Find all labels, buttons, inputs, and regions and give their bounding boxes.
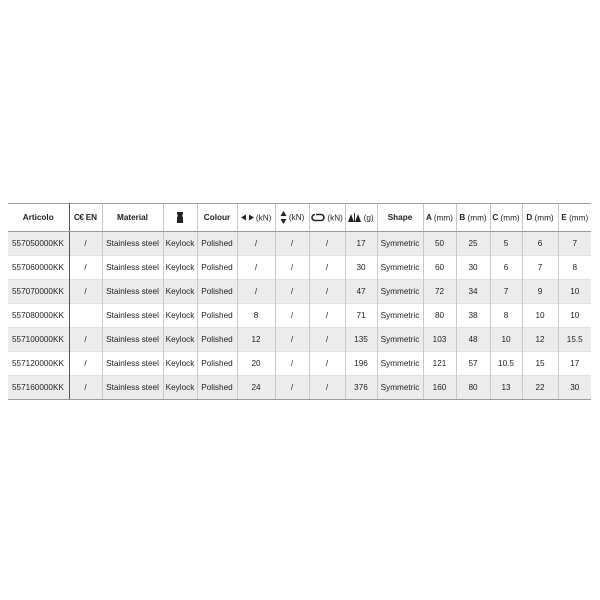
cell-colour: Polished xyxy=(197,304,237,328)
cell-gate: Keylock xyxy=(163,232,197,256)
cell-open: / xyxy=(275,376,309,400)
cell-minor: / xyxy=(309,280,345,304)
cell-a: 103 xyxy=(423,328,456,352)
cell-a: 60 xyxy=(423,256,456,280)
cell-ce: / xyxy=(69,280,102,304)
cell-colour: Polished xyxy=(197,232,237,256)
cell-a: 160 xyxy=(423,376,456,400)
table-row xyxy=(8,256,591,280)
cell-a: 50 xyxy=(423,232,456,256)
cell-shape: Symmetric xyxy=(377,232,423,256)
cell-minor: / xyxy=(309,376,345,400)
cell-open: / xyxy=(275,256,309,280)
cell-shape: Symmetric xyxy=(377,304,423,328)
open-gate-carabiner-icon xyxy=(311,213,325,222)
header-minor-axis-strength xyxy=(275,204,309,232)
cell-b: 38 xyxy=(456,304,490,328)
header-dim-a: A (mm) xyxy=(423,204,456,232)
table-row xyxy=(8,304,591,328)
cell-ce: / xyxy=(69,376,102,400)
cell-minor: / xyxy=(309,328,345,352)
cell-d: 9 xyxy=(522,280,558,304)
cell-e: 10 xyxy=(558,280,591,304)
cell-b: 34 xyxy=(456,280,490,304)
cell-material: Stainless steel xyxy=(102,280,163,304)
cell-major: 12 xyxy=(237,328,275,352)
cell-material: Stainless steel xyxy=(102,232,163,256)
cell-c: 5 xyxy=(490,232,522,256)
cell-d: 12 xyxy=(522,328,558,352)
cell-b: 25 xyxy=(456,232,490,256)
header-dim-d: D (mm) xyxy=(522,204,558,232)
cell-material: Stainless steel xyxy=(102,376,163,400)
cell-article: 557100000KK xyxy=(8,328,69,352)
header-colour: Colour xyxy=(197,204,237,232)
header-major-axis-strength xyxy=(237,204,275,232)
cell-gate: Keylock xyxy=(163,376,197,400)
cell-open: / xyxy=(275,280,309,304)
cell-shape: Symmetric xyxy=(377,352,423,376)
cell-colour: Polished xyxy=(197,256,237,280)
cell-weight: 135 xyxy=(345,328,377,352)
cell-gate: Keylock xyxy=(163,304,197,328)
cell-minor: / xyxy=(309,232,345,256)
cell-c: 10 xyxy=(490,328,522,352)
cell-article: 557160000KK xyxy=(8,376,69,400)
table-row xyxy=(8,352,591,376)
cell-major: / xyxy=(237,256,275,280)
major-axis-arrows-icon xyxy=(241,214,254,221)
cell-c: 10.5 xyxy=(490,352,522,376)
cell-minor: / xyxy=(309,352,345,376)
cell-ce xyxy=(69,304,102,328)
cell-weight: 196 xyxy=(345,352,377,376)
cell-weight: 376 xyxy=(345,376,377,400)
cell-d: 10 xyxy=(522,304,558,328)
open-gate-unit: (kN) xyxy=(327,213,343,223)
header-dim-e: E (mm) xyxy=(558,204,591,232)
cell-c: 8 xyxy=(490,304,522,328)
minor-axis-arrows-icon xyxy=(280,211,287,224)
cell-material: Stainless steel xyxy=(102,328,163,352)
cell-d: 6 xyxy=(522,232,558,256)
table-row xyxy=(8,280,591,304)
cell-material: Stainless steel xyxy=(102,256,163,280)
cell-major: 20 xyxy=(237,352,275,376)
cell-ce: / xyxy=(69,352,102,376)
cell-article: 557070000KK xyxy=(8,280,69,304)
cell-colour: Polished xyxy=(197,376,237,400)
cell-shape: Symmetric xyxy=(377,256,423,280)
cell-open: / xyxy=(275,232,309,256)
cell-c: 6 xyxy=(490,256,522,280)
major-axis-unit: (kN) xyxy=(255,213,272,223)
cell-major: / xyxy=(237,232,275,256)
cell-open: / xyxy=(275,304,309,328)
cell-gate: Keylock xyxy=(163,256,197,280)
weight-scale-icon xyxy=(348,213,361,222)
cell-material: Stainless steel xyxy=(102,352,163,376)
cell-b: 57 xyxy=(456,352,490,376)
cell-b: 48 xyxy=(456,328,490,352)
table-row xyxy=(8,232,591,256)
cell-d: 22 xyxy=(522,376,558,400)
carabiner-spec-table xyxy=(8,203,591,400)
cell-e: 7 xyxy=(558,232,591,256)
cell-weight: 47 xyxy=(345,280,377,304)
header-material: Material xyxy=(102,204,163,232)
cell-c: 7 xyxy=(490,280,522,304)
header-shape: Shape xyxy=(377,204,423,232)
cell-shape: Symmetric xyxy=(377,376,423,400)
cell-e: 30 xyxy=(558,376,591,400)
header-ce-en xyxy=(69,204,102,232)
cell-major: 24 xyxy=(237,376,275,400)
cell-e: 15.5 xyxy=(558,328,591,352)
cell-d: 15 xyxy=(522,352,558,376)
cell-e: 8 xyxy=(558,256,591,280)
cell-minor: / xyxy=(309,304,345,328)
cell-major: 8 xyxy=(237,304,275,328)
header-open-gate-strength xyxy=(309,204,345,232)
cell-d: 7 xyxy=(522,256,558,280)
cell-article: 557050000KK xyxy=(8,232,69,256)
weight-unit: (g) xyxy=(363,213,374,223)
cell-ce: / xyxy=(69,232,102,256)
header-gate xyxy=(163,204,197,232)
cell-b: 80 xyxy=(456,376,490,400)
cell-open: / xyxy=(275,328,309,352)
cell-colour: Polished xyxy=(197,280,237,304)
header-en: EN xyxy=(85,213,98,222)
cell-gate: Keylock xyxy=(163,280,197,304)
cell-e: 17 xyxy=(558,352,591,376)
cell-a: 121 xyxy=(423,352,456,376)
cell-material: Stainless steel xyxy=(102,304,163,328)
cell-article: 557120000KK xyxy=(8,352,69,376)
cell-article: 557060000KK xyxy=(8,256,69,280)
cell-minor: / xyxy=(309,256,345,280)
cell-gate: Keylock xyxy=(163,352,197,376)
table-row xyxy=(8,376,591,400)
cell-weight: 30 xyxy=(345,256,377,280)
cell-e: 10 xyxy=(558,304,591,328)
cell-article: 557080000KK xyxy=(8,304,69,328)
cell-shape: Symmetric xyxy=(377,328,423,352)
cell-open: / xyxy=(275,352,309,376)
cell-shape: Symmetric xyxy=(377,280,423,304)
header-article: Articolo xyxy=(8,204,69,232)
minor-axis-unit: (kN) xyxy=(288,213,305,222)
cell-ce: / xyxy=(69,256,102,280)
cell-b: 30 xyxy=(456,256,490,280)
cell-ce: / xyxy=(69,328,102,352)
header-dim-b: B (mm) xyxy=(456,204,490,232)
header-weight xyxy=(345,204,377,232)
cell-gate: Keylock xyxy=(163,328,197,352)
cell-a: 80 xyxy=(423,304,456,328)
table-header-row xyxy=(8,204,591,232)
keylock-gate-icon xyxy=(176,211,184,224)
cell-major: / xyxy=(237,280,275,304)
cell-a: 72 xyxy=(423,280,456,304)
cell-c: 13 xyxy=(490,376,522,400)
cell-colour: Polished xyxy=(197,328,237,352)
cell-weight: 71 xyxy=(345,304,377,328)
ce-mark: C€ xyxy=(73,213,84,222)
table-row xyxy=(8,328,591,352)
cell-colour: Polished xyxy=(197,352,237,376)
cell-weight: 17 xyxy=(345,232,377,256)
header-dim-c: C (mm) xyxy=(490,204,522,232)
